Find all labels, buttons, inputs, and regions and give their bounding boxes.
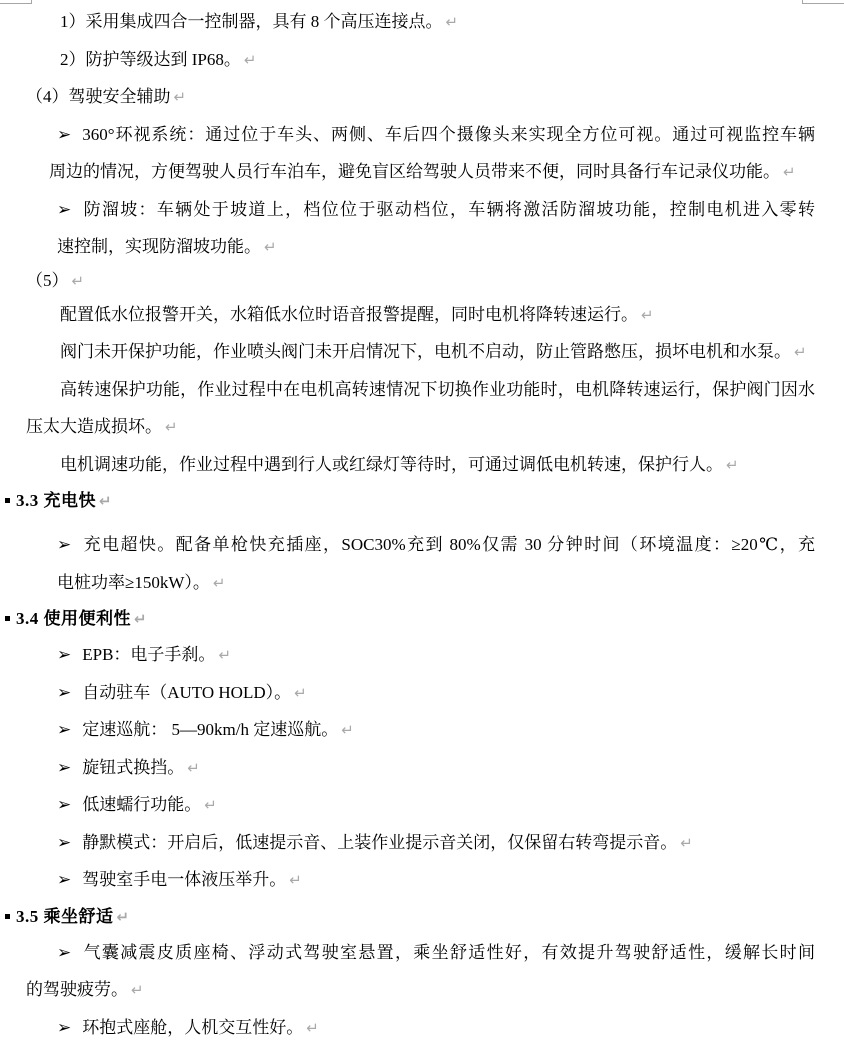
paragraph-mark-icon: ↵ [794,343,807,361]
text-run: 高转速保护功能，作业过程中在电机高转速情况下切换作业功能时，电机降转速运行，保护阀门因水 [60,379,815,399]
text-line [26,446,815,484]
text-line [26,191,815,229]
text-run: 3.5 乘坐舒适 [16,906,114,926]
paragraph-mark-icon: ↵ [187,758,200,777]
sub-heading-4 [26,78,815,116]
text-line [26,711,815,749]
paragraph-mark-icon: ↵ [641,305,654,324]
numbered-item-1 [26,3,815,41]
text-run: 防溜坡：车辆处于坡道上，档位位于驱动档位，车辆将激活防溜坡功能，控制电机进入零转 [82,199,815,219]
text-line [26,228,815,266]
text-run: 电机调速功能，作业过程中遇到行人或红绿灯等待时，可通过调低电机转速，保护行人。 [60,454,723,474]
text-run: 配置低水位报警开关，水箱低水位时语音报警提醒，同时电机将降转速运行。 [60,304,638,324]
heading-3-3 [16,483,815,518]
paragraph-mark-icon: ↵ [306,1018,319,1037]
paragraph-mark-icon: ↵ [289,871,302,889]
text-run: 自动驻车（AUTO HOLD）。 [82,682,292,702]
paragraph-mark-icon: ↵ [445,13,459,31]
bullet-cab-lift [26,861,815,899]
text-line [26,934,815,972]
text-line [26,1009,815,1047]
bullet-arrow-icon: ➢ [57,124,72,144]
text-line [26,333,815,371]
text-run: （5） [26,270,69,290]
text-run: 环抱式座舱，人机交互性好。 [82,1017,304,1037]
bullet-arrow-icon: ➢ [57,682,72,702]
text-run: 3.4 使用便利性 [16,609,131,628]
text-line [26,266,815,296]
paragraph-mark-icon: ↵ [680,833,693,852]
paragraph-valve-protection [26,333,815,371]
bullet-arrow-icon: ➢ [57,832,72,852]
paragraph-mark-icon: ↵ [783,163,796,181]
text-run: 驾驶室手电一体液压举升。 [82,870,287,889]
bullet-creep-mode [26,786,815,824]
bullet-rotary-shift [26,749,815,787]
text-line [26,371,815,409]
page-corner-mark-right [802,0,844,4]
paragraph-mark-icon: ↵ [294,683,307,702]
paragraph-mark-icon: ↵ [165,418,178,436]
bullet-arrow-icon: ➢ [57,942,72,962]
text-run: 阀门未开保护功能，作业喷头阀门未开启情况下，电机不启动，防止管路憋压，损坏电机和水泵。 [60,342,791,361]
bullet-arrow-icon: ➢ [57,795,72,814]
text-run: 电桩功率≥150kW）。 [57,572,210,592]
paragraph-mark-icon: ↵ [341,721,354,739]
text-run: 3.3 充电快 [16,491,96,510]
text-run: 旋钮式换挡。 [82,757,185,777]
paragraph-mark-icon: ↵ [264,238,277,256]
heading-3-4 [16,601,815,636]
bullet-hill-hold [26,191,815,266]
text-line [26,526,815,564]
heading-square-icon [5,616,10,621]
numbered-item-2 [26,41,815,79]
text-run: 压太大造成损坏。 [26,417,162,436]
paragraph-mark-icon: ↵ [131,981,144,999]
text-run: 速控制，实现防溜坡功能。 [57,237,261,256]
text-line [26,861,815,899]
bullet-surround-view [26,116,815,191]
text-line [26,116,815,154]
text-line [26,41,815,79]
paragraph-mark-icon: ↵ [134,610,148,628]
bullet-auto-hold [26,674,815,712]
text-run: 低速蠕行功能。 [82,795,202,814]
text-run: 静默模式：开启后，低速提示音、上装作业提示音关闭，仅保留右转弯提示音。 [82,832,678,852]
page-corner-mark-left [0,0,32,4]
paragraph-mark-icon: ↵ [726,455,739,474]
paragraph-mark-icon: ↵ [212,573,226,592]
text-run: 周边的情况，方便驾驶人员行车泊车，避免盲区给驾驶人员带来不便，同时具备行车记录仪功能。 [49,162,780,181]
heading-square-icon [5,914,10,919]
paragraph-high-speed-protection [26,371,815,446]
text-line [26,3,815,41]
text-run: 充电超快。配备单枪快充插座，SOC30%充到 80%仅需 30 分钟时间（环境温度：≥20℃，充 [82,535,815,554]
bullet-arrow-icon: ➢ [57,645,72,664]
paragraph-mark-icon: ↵ [204,796,217,814]
text-line [26,78,815,116]
bullet-arrow-icon: ➢ [57,1017,72,1037]
text-run: 2）防护等级达到 IP68。 [60,49,241,69]
text-line [26,296,815,334]
bullet-arrow-icon: ➢ [57,199,72,219]
heading-line [5,601,815,636]
text-line [26,153,815,191]
sub-heading-5 [26,266,815,296]
text-run: 气囊减震皮质座椅、浮动式驾驶室悬置，乘坐舒适性好，有效提升驾驶舒适性，缓解长时间 [82,942,815,962]
text-run: （4）驾驶安全辅助 [26,87,171,106]
text-line [26,564,815,602]
text-line [26,408,815,446]
paragraph-mark-icon: ↵ [99,492,113,510]
bullet-silent-mode [26,824,815,862]
text-run: EPB：电子手刹。 [82,645,216,664]
bullet-seat-comfort [26,934,815,1009]
heading-3-5 [16,899,815,934]
bullet-arrow-icon: ➢ [57,870,72,889]
paragraph-low-water-alarm [26,296,815,334]
text-run: 1）采用集成四合一控制器，具有 8 个高压连接点。 [60,12,443,31]
paragraph-mark-icon: ↵ [116,907,130,926]
text-line [26,824,815,862]
bullet-cockpit [26,1009,815,1047]
text-line [26,636,815,674]
paragraph-motor-speed-adjust [26,446,815,484]
heading-line [5,483,815,518]
paragraph-mark-icon: ↵ [71,271,85,290]
text-run: 360°环视系统：通过位于车头、两侧、车后四个摄像头来实现全方位可视。通过可视监控车辆 [82,124,815,144]
text-line [26,786,815,824]
bullet-arrow-icon: ➢ [57,757,72,777]
heading-line [5,899,815,934]
text-run: 的驾驶疲劳。 [26,980,128,999]
paragraph-mark-icon: ↵ [243,50,257,69]
bullet-epb [26,636,815,674]
heading-square-icon [5,498,10,503]
text-line [26,971,815,1009]
bullet-arrow-icon: ➢ [57,535,72,554]
text-run: 定速巡航： 5—90km/h 定速巡航。 [82,720,339,739]
text-line [26,674,815,712]
bullet-cruise-control [26,711,815,749]
text-line [26,749,815,787]
paragraph-mark-icon: ↵ [218,646,232,664]
bullet-arrow-icon: ➢ [57,720,72,739]
bullet-fast-charge [26,526,815,601]
paragraph-mark-icon: ↵ [173,88,187,106]
